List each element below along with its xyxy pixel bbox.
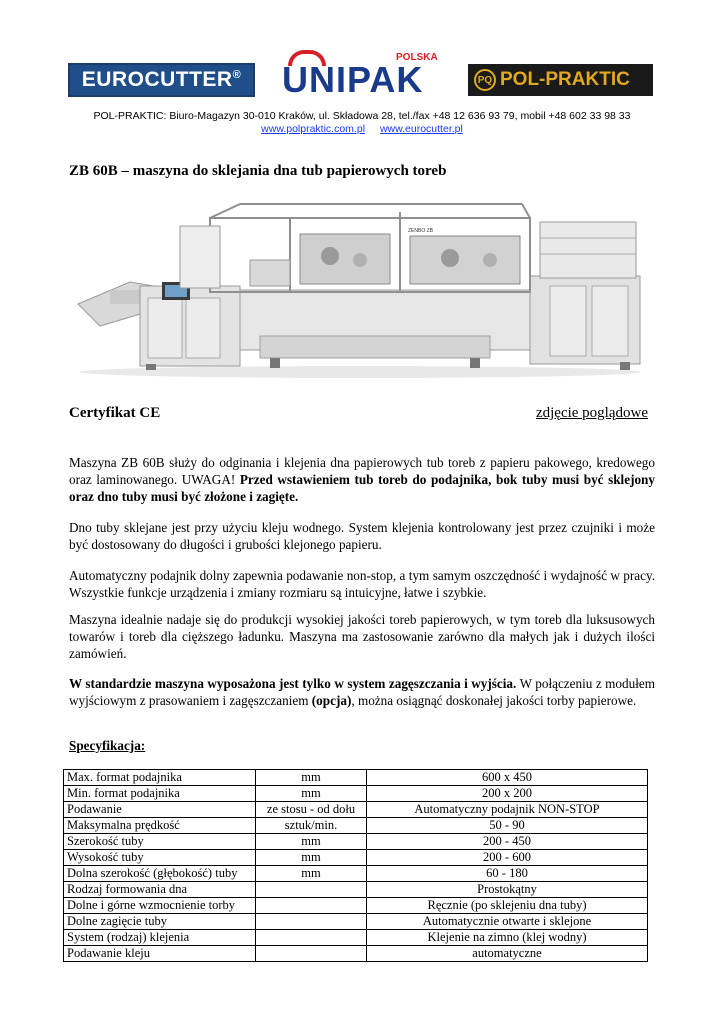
spec-unit: [256, 930, 367, 946]
table-row: [64, 834, 648, 850]
polpraktic-logo-text: POL-PRAKTIC: [500, 69, 630, 90]
eurocutter-logo-text: EUROCUTTER: [81, 68, 233, 91]
spec-title: Specyfikacja:: [69, 738, 146, 753]
spec-unit: mm: [256, 834, 367, 850]
spec-value: Ręcznie (po sklejeniu dna tuby): [367, 898, 648, 914]
spec-value: 50 - 90: [367, 818, 648, 834]
paragraph-standard: [69, 675, 655, 709]
spec-unit: mm: [256, 866, 367, 882]
paragraph-standard-end: , można osiągnąć doskonałej jakości torby papierowe.: [351, 693, 637, 708]
table-row: [64, 914, 648, 930]
eurocutter-link[interactable]: www.eurocutter.pl: [379, 123, 463, 135]
spec-value: 600 x 450: [367, 770, 648, 786]
table-row: [64, 946, 648, 962]
table-row: [64, 898, 648, 914]
spec-value: Automatyczny podajnik NON-STOP: [367, 802, 648, 818]
machine-label: ZENBO ZB: [408, 228, 434, 234]
paragraph-feeder: Automatyczny podajnik dolny zapewnia podawanie non-stop, a tym samym oszczędność i wydajność w pracy. Wszystkie funkcje urządzenia i zmiany rozmiaru są intuicyjne, łatwe i szybkie.: [69, 568, 655, 600]
spec-unit: [256, 914, 367, 930]
registered-mark: ®: [232, 69, 242, 81]
machine-photo: [70, 186, 650, 380]
paragraph-standard-bold: W standardzie maszyna wyposażona jest tylko w system zagęszczania i wyjścia.: [69, 676, 517, 691]
spec-parameter: Dolne zagięcie tuby: [64, 914, 256, 930]
spec-unit: mm: [256, 850, 367, 866]
paragraph-standard-text: W połączeniu z modułem wyjściowym z prasowaniem i zagęszczaniem: [69, 676, 655, 708]
unipak-logo-sub: POLSKA: [396, 52, 438, 63]
polpraktic-badge-icon: PQ: [474, 69, 496, 91]
table-row: [64, 882, 648, 898]
spec-value: 60 - 180: [367, 866, 648, 882]
table-row: [64, 850, 648, 866]
paragraph-intro-text: Maszyna ZB 60B służy do odginania i klejenia dna papierowych tub toreb z papieru pakowego, kredowego oraz laminowanego. UWAGA!: [69, 455, 655, 487]
spec-unit: [256, 946, 367, 962]
spec-unit: [256, 882, 367, 898]
paragraph-gluing: Dno tuby sklejane jest przy użyciu kleju wodnego. System klejenia kontrolowany jest przez czujniki i może być dostosowany do długości i grubości klejonego papieru.: [69, 520, 655, 552]
paragraph-usage: Maszyna idealnie nadaje się do produkcji wysokiej jakości toreb papierowych, w tym toreb dla luksusowych towarów i toreb dla cięższego ładunku. Maszyna ma zastosowanie zarówno dla małych jak i dużych ilości zamówień.: [69, 612, 655, 661]
unipak-logo: [282, 48, 442, 100]
spec-parameter: Dolne i górne wzmocnienie torby: [64, 898, 256, 914]
paragraph-standard-option: (opcja): [311, 693, 352, 708]
spec-value: Klejenie na zimno (klej wodny): [367, 930, 648, 946]
spec-parameter: Podawanie: [64, 802, 256, 818]
photo-note: zdjęcie poglądowe: [535, 405, 648, 421]
polpraktic-link[interactable]: www.polpraktic.com.pl: [261, 123, 366, 135]
table-row: [64, 786, 648, 802]
spec-value: Automatycznie otwarte i sklejone: [367, 914, 648, 930]
spec-parameter: Maksymalna prędkość: [64, 818, 256, 834]
spec-unit: mm: [256, 770, 367, 786]
paragraph-intro: [69, 454, 655, 505]
table-row: [64, 866, 648, 882]
polpraktic-logo: [468, 64, 653, 96]
page-title: ZB 60B – maszyna do sklejania dna tub papierowych toreb: [69, 163, 447, 179]
spec-unit: [256, 898, 367, 914]
spec-value: 200 x 200: [367, 786, 648, 802]
spec-parameter: Min. format podajnika: [64, 786, 256, 802]
table-row: [64, 930, 648, 946]
contact-line: POL-PRAKTIC: Biuro-Magazyn 30-010 Kraków, ul. Składowa 28, tel./fax +48 12 636 93 79, mobil +48 602 33 98 33: [93, 110, 631, 122]
paragraph-intro-warning: Przed wstawieniem tub toreb do podajnika, bok tuby musi być sklejony oraz dno tuby musi być złożone i zagięte.: [69, 472, 655, 504]
spec-unit: ze stosu - od dołu: [256, 802, 367, 818]
spec-parameter: Max. format podajnika: [64, 770, 256, 786]
ce-certificate-label: Certyfikat CE: [69, 405, 161, 421]
table-row: [64, 802, 648, 818]
eurocutter-logo: [68, 63, 255, 97]
spec-value: automatyczne: [367, 946, 648, 962]
unipak-logo-text: UNIPAK: [282, 59, 424, 100]
table-row: [64, 770, 648, 786]
table-row: [64, 818, 648, 834]
spec-table: [63, 769, 648, 962]
spec-parameter: Wysokość tuby: [64, 850, 256, 866]
spec-parameter: Podawanie kleju: [64, 946, 256, 962]
spec-parameter: Szerokość tuby: [64, 834, 256, 850]
contact-info: [0, 110, 724, 136]
spec-parameter: System (rodzaj) klejenia: [64, 930, 256, 946]
spec-value: Prostokątny: [367, 882, 648, 898]
spec-parameter: Dolna szerokość (głębokość) tuby: [64, 866, 256, 882]
spec-unit: sztuk/min.: [256, 818, 367, 834]
spec-value: 200 - 600: [367, 850, 648, 866]
spec-unit: mm: [256, 786, 367, 802]
spec-parameter: Rodzaj formowania dna: [64, 882, 256, 898]
spec-value: 200 - 450: [367, 834, 648, 850]
